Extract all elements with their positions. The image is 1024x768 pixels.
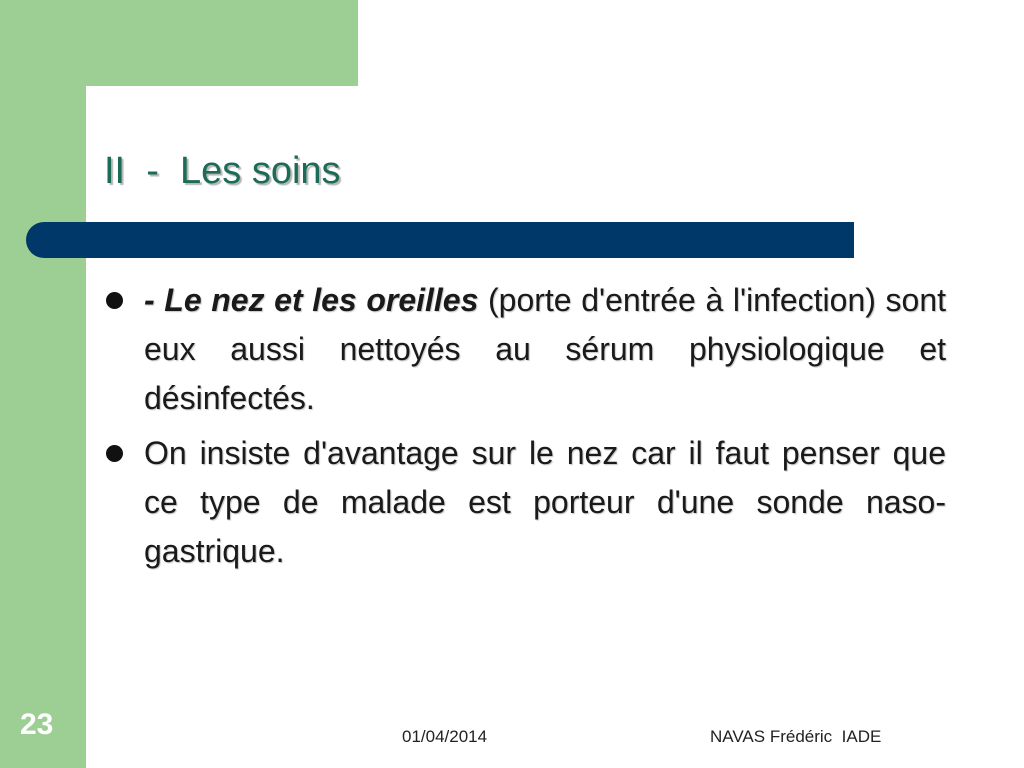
bullet-icon [106, 445, 123, 462]
green-frame-left [0, 0, 86, 768]
bullet-emphasis: Le nez et les oreilles [164, 282, 479, 318]
bullet-text: (porte d'entrée à l'infection) sont eux aussi nettoyés au sérum physiologique et désinfectés. [144, 282, 947, 416]
frame-corner [86, 86, 126, 126]
slide-number: 23 [20, 708, 54, 741]
footer-author: NAVAS Frédéric IADE [710, 727, 882, 746]
bullet-item [104, 429, 946, 576]
slide-title: II - Les soins [104, 150, 341, 192]
footer-date: 01/04/2014 [402, 727, 488, 746]
title-underline-bar [26, 222, 854, 258]
bullet-prefix: - [144, 282, 165, 318]
slide-body [104, 276, 946, 582]
bullet-item [104, 276, 946, 423]
bullet-text: On insiste d'avantage sur le nez car il faut penser que ce type de malade est porteur d'une sonde naso-gastrique. [144, 435, 946, 569]
bullet-icon [106, 292, 123, 309]
green-frame-top [0, 0, 358, 86]
